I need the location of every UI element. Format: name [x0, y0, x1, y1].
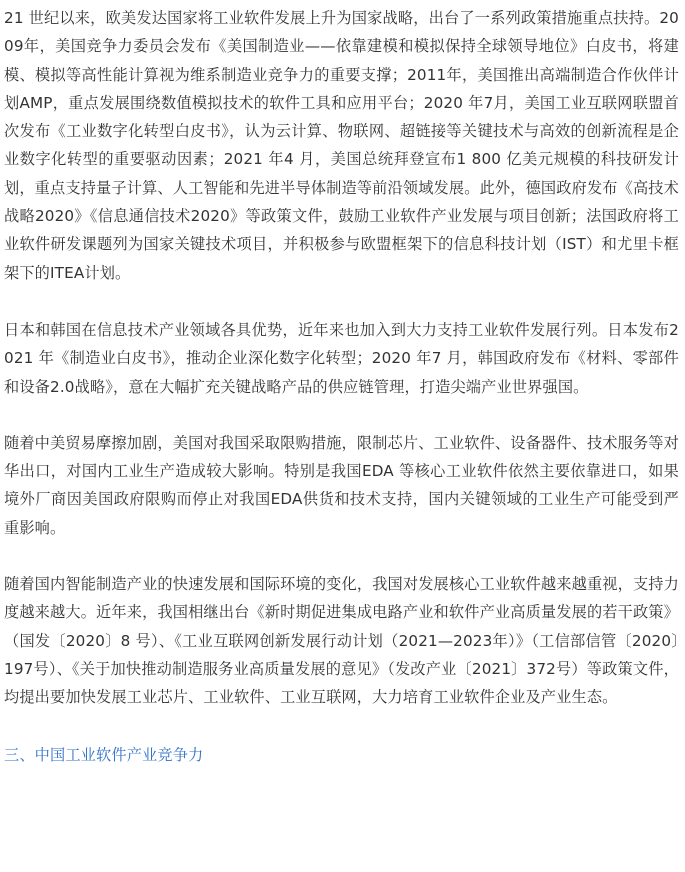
section-heading: 三、中国工业软件产业竞争力: [4, 745, 204, 764]
paragraph-japan-korea: 日本和韩国在信息技术产业领域各具优势，近年来也加入到大力支持工业软件发展行列。日本发布2021 年《制造业白皮书》，推动企业深化数字化转型；2020 年7 月，韩国政府发布《材料、零部件和设备2.0战略》，意在大幅扩充关键战略产品的供应链管理，打造尖端产业世界强国。: [4, 320, 679, 396]
paragraph-trade-friction: 随着中美贸易摩擦加剧，美国对我国采取限购措施，限制芯片、工业软件、设备器件、技术服务等对华出口，对国内工业生产造成较大影响。特别是我国EDA 等核心工业软件依然主要依靠进口，如果境外厂商因美国政府限购而停止对我国EDA供货和技术支持，国内关键领域的工业生产可能受到严重影响。: [4, 433, 679, 537]
paragraph-domestic-policies: 随着国内智能制造产业的快速发展和国际环境的变化，我国对发展核心工业软件越来越重视，支持力度越来越大。近年来，我国相继出台《新时期促进集成电路产业和软件产业高质量发展的若干政策》（国发〔2020〕8 号）、《工业互联网创新发展行动计划（2021—2023年）》（工信部信管〔2020〕197号）、《关于加快推动制造服务业高质量发展的意见》（发改产业〔2021〕372号）等政策文件，均提出要加快发展工业芯片、工业软件、工业互联网，大力培育工业软件企业及产业生态。: [4, 575, 679, 707]
paragraph-western-policies: 21 世纪以来，欧美发达国家将工业软件发展上升为国家战略，出台了一系列政策措施重点扶持。2009年，美国竞争力委员会发布《美国制造业——依靠建模和模拟保持全球领导地位》白皮书，将建模、模拟等高性能计算视为维系制造业竞争力的重要支撑；2011年，美国推出高端制造合作伙伴计划AMP，重点发展围绕数值模拟技术的软件工具和应用平台；2020 年7月，美国工业互联网联盟首次发布《工业数字化转型白皮书》，认为云计算、物联网、超链接等关键技术与高效的创新流程是企业数字化转型的重要驱动因素；2021 年4 月，美国总统拜登宣布1 800 亿美元规模的科技研发计划，重点支持量子计算、人工智能和先进半导体制造等前沿领域发展。此外，德国政府发布《高技术战略2020》《信息通信技术2020》等政策文件，鼓励工业软件产业发展与项目创新；法国政府将工业软件研发课题列为国家关键技术项目，并积极参与欧盟框架下的信息科技计划（IST）和尤里卡框架下的ITEA计划。: [4, 9, 679, 282]
